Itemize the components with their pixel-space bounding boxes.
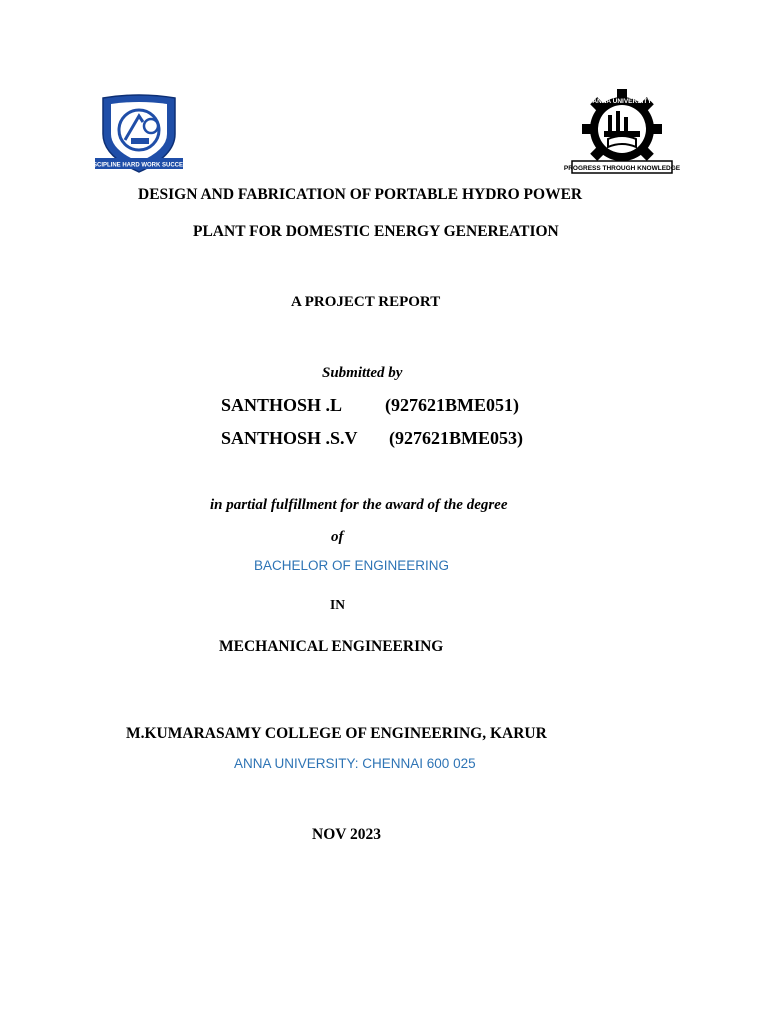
title-line-1: DESIGN AND FABRICATION OF PORTABLE HYDRO POWER [138,186,583,203]
student-1-name: SANTHOSH .L [221,395,343,415]
university-logo [563,93,681,175]
date: NOV 2023 [312,826,382,843]
branch: MECHANICAL ENGINEERING [219,638,444,655]
submitted-by-label: Submitted by [322,365,403,381]
college-logo-ribbon-text: DISCIPLINE HARD WORK SUCCESS [86,162,192,169]
college-name: M.KUMARASAMY COLLEGE OF ENGINEERING, KARUR [126,725,547,742]
university-logo-motto: PROGRESS THROUGH KNOWLEDGE [563,165,681,172]
report-type: A PROJECT REPORT [291,294,441,310]
of-text: of [331,529,344,545]
title-line-2: PLANT FOR DOMESTIC ENERGY GENEREATION [193,223,559,240]
student-2-name: SANTHOSH .S.V [221,428,358,448]
student-2-regno: (927621BME053) [389,428,523,448]
degree: BACHELOR OF ENGINEERING [254,558,450,573]
in-text: IN [330,597,346,612]
university-name: ANNA UNIVERSITY: CHENNAI 600 025 [234,756,476,771]
university-logo-ring-text: ANNA UNIVERSITY [592,98,652,105]
student-1-regno: (927621BME051) [385,395,519,415]
fulfillment-text: in partial fulfillment for the award of the degree [210,497,508,513]
college-logo [86,94,192,174]
